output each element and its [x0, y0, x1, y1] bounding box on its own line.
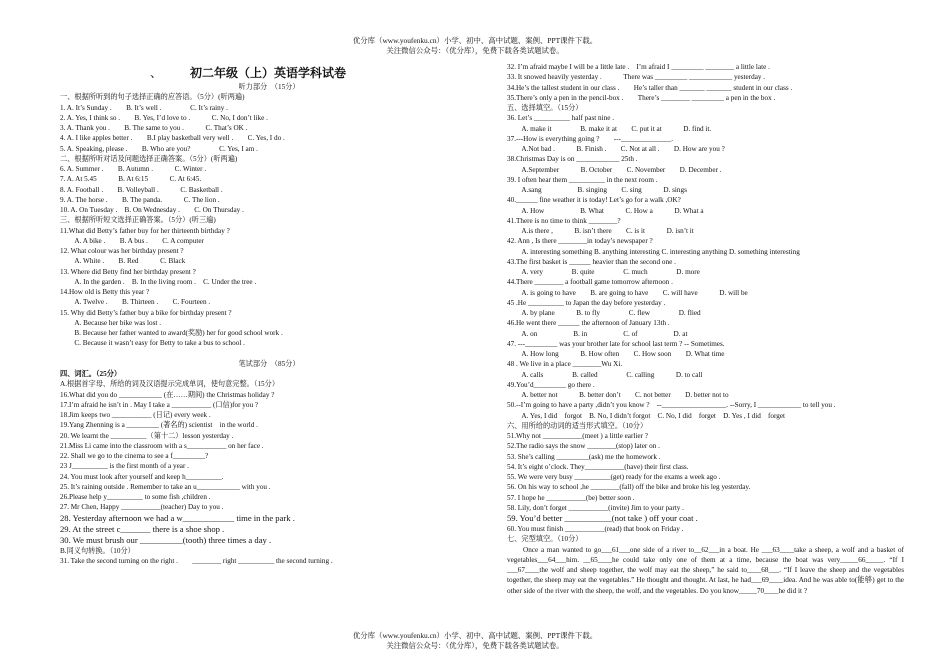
question-44: 44.There ________ a football game tomorrow afternoon . — [507, 278, 673, 287]
question-39-options: A.sang B. singing C. sing D. sings — [507, 186, 687, 194]
cloze-passage: Once a man wanted to go___61___one side of a river to__62___in a boat. He ___63____take a sheep, a wolf and a basket of vegetables___64___him. __65____he could take only one of them at a time, because the boat was very_____66_____. “If I ___67____the wolf and sheep together, the wolf may eat the sheep,” he said to____68___. “If I leave the sheep and the vegetables together, the sheep may eat the vegetables.” He thought and thought. At last, he had___69____idea. And he was able to(能够) get to the other side of the river with the sheep, the wolf, and the vegetables. Do you know_____70____he did it ? — [507, 545, 904, 595]
section-7-heading: 七、完型填空。（10分） — [507, 535, 583, 544]
question-46: 46.He went there ______ the afternoon of January 13th . — [507, 319, 670, 328]
header-line-2: 关注微信公众号：（优分库），免费下载各类试题试卷。 — [386, 46, 564, 55]
page-footer — [0, 631, 950, 651]
question-50: 50.--I’m going to have a party ,didn’t you know ? --__________________. --Sorry, I ____________ to tell you . — [507, 401, 836, 410]
question-41-options: A.is there , B. isn’t there C. is it D. isn’t it — [507, 227, 694, 235]
title-text: 初二年级（上）英语学科试卷 — [190, 66, 347, 80]
question-7: 7. A. At 5.45 B. At 6:15 C. At 6:45. — [60, 175, 202, 184]
question-42: 42. Ann , Is there ________in today’s newspaper ? — [507, 237, 653, 246]
question-23: 23 J__________ is the first month of a year . — [60, 462, 189, 471]
question-11: 11.What did Betty’s father buy for her thirteenth birthday ? — [60, 226, 230, 235]
question-48-options: A. calls B. called C. calling D. to call — [507, 370, 703, 379]
question-47: 47. ---_________ was your brother late for school last term ? -- Sometimes. — [507, 339, 725, 348]
question-8: 8. A. Football . B. Volleyball . C. Basketball . — [60, 185, 223, 194]
question-42-options: A. interesting something B. anything interesting C. interesting anything D. something interesting — [507, 247, 800, 256]
question-30: 30. We must brush our __________(tooth) three times a day . — [60, 534, 272, 545]
question-51: 51.Why not ___________(meet ) a little earlier ? — [507, 432, 648, 440]
section-4a-heading: A.根据首字母、所给的词及汉语提示完成单词，使句意完整。（15分） — [60, 380, 280, 389]
question-38: 38.Christmas Day is on ____________ 25th . — [507, 155, 638, 164]
question-19: 19.Yang Zhenning is a _________ (著名的) scientist in the world . — [60, 421, 258, 430]
question-15: 15. Why did Betty’s father buy a bike for birthday present ? — [60, 308, 232, 317]
question-52: 52.The radio says the snow ________(stop) later on . — [507, 442, 660, 451]
question-48: 48 . We live in a place ________Wu Xi. — [507, 360, 623, 369]
question-5: 5. A. Speaking, please . B. Who are you? C. Yes, I am . — [60, 144, 258, 153]
question-41: 41.There is no time to think ________? — [507, 216, 621, 225]
question-15-option-b: B. Because her father wanted to award(奖励) her for good school work . — [60, 329, 283, 337]
question-46-options: A. on B. in C. of D. at — [507, 329, 688, 338]
question-3: 3. A. Thank you . B. The same to you . C. That’s OK . — [60, 124, 248, 132]
question-34: 34.He’s the tallest student in our class . He’s taller than _______ _______ student in our class . — [507, 83, 793, 92]
section-6-heading: 六、用所给的动词的适当形式填空。（10分） — [507, 421, 648, 430]
title-mark: 、 — [150, 66, 163, 80]
question-18: 18.Jim keeps two ___________ (日记) every week . — [60, 411, 211, 419]
question-47-options: A. How long B. How often C. How soon D. What time — [507, 350, 725, 358]
question-36-options: A. make it B. make it at C. put it at D. find it. — [507, 124, 712, 133]
question-27: 27. Mr Chen, Happy ___________(teacher) Day to you . — [60, 503, 224, 512]
question-26: 26.Please help y__________ to some fish ,children . — [60, 493, 211, 501]
question-53: 53. She’s calling _________(ask) me the homework . — [507, 452, 661, 461]
question-15-option-c: C. Because it wasn’t easy for Betty to take a bus to school . — [60, 339, 245, 348]
question-43: 43.The first basket is ______ heavier than the second one . — [507, 257, 676, 266]
question-40-options: A. How B. What C. How a D. What a — [507, 206, 704, 215]
spacer — [60, 349, 478, 359]
section-listening: 听力部分 （15分） — [238, 83, 300, 91]
question-21: 21.Miss Li came into the classroom with a s___________ on her face . — [60, 441, 264, 450]
question-13: 13. Where did Betty find her birthday present ? — [60, 267, 196, 276]
question-24: 24. You must look after yourself and keep h__________. — [60, 472, 224, 481]
question-14-options: A. Twelve . B. Thirteen . C. Fourteen . — [60, 298, 211, 307]
question-12: 12. What colour was her birthday present ? — [60, 247, 184, 255]
section-2-heading: 二、根据所听对话及问题选择正确答案。（5分）(听两遍) — [60, 154, 238, 163]
question-39: 39. I often hear them __________ in the next room . — [507, 175, 658, 184]
question-36: 36. Let’s __________ half past nine . — [507, 114, 614, 123]
question-57: 57. I hope he ___________(be) better soon . — [507, 493, 635, 502]
question-59: 59. You’d better ___________(not take ) off your coat . — [507, 513, 698, 523]
question-50-options: A. Yes, I did forgot B. No, I didn’t forgot C. No, I did forget D. Yes , I did forget — [507, 411, 786, 420]
question-4: 4. A. I like apples better . B.I play basketball very well . C. Yes, I do . — [60, 134, 285, 143]
question-55: 55. We were very busy __________(get) ready for the exams a week ago . — [507, 473, 721, 481]
question-2: 2. A. Yes, I think so . B. Yes, I’d love to . C. No, I don’t like . — [60, 113, 268, 122]
section-written: 笔试部分 （85分） — [238, 359, 300, 368]
section-1-heading: 一、根据所听到的句子选择正确的应答语。（5分）(听两遍) — [60, 93, 245, 102]
question-13-options: A. In the garden . B. In the living room . C. Under the tree . — [60, 277, 257, 286]
question-56: 56. On his way to school ,he ________(fall) off the bike and broke his leg yesterday. — [507, 483, 751, 492]
question-28: 28. Yesterday afternoon we had a w____________ time in the park . — [60, 512, 295, 523]
question-40: 40.______ fine weather it is today! Let’s go for a walk ,OK? — [507, 196, 681, 205]
question-25: 25. It’s raining outside . Remember to take an u____________ with you . — [60, 482, 271, 491]
question-33: 33. It snowed heavily yesterday . There was _________ ____________ yesterday . — [507, 73, 766, 82]
footer-line-1: 优分库（www.youfenku.cn）小学、初中、高中试题、案例、PPT课件下载。 — [352, 631, 598, 640]
section-3-heading: 三、根据所听短文选择正确答案。（5分）(听三遍) — [60, 216, 216, 225]
question-14: 14.How old is Betty this year ? — [60, 288, 150, 296]
question-45-options: A. by plane B. to fly C. flew D. flied — [507, 309, 701, 317]
question-37-options: A.Not bad . B. Finish . C. Not at all . D. How are you ? — [507, 145, 725, 153]
question-38-options: A.September B. October C. November D. December . — [507, 165, 722, 174]
question-1: 1. A. It’s Sunday . B. It’s well . C. It’s rainy . — [60, 103, 228, 112]
question-12-options: A. White . B. Red C. Black — [60, 257, 186, 266]
question-29: 29. At the street c_______ there is a shoe shop . — [60, 523, 225, 534]
right-column — [507, 62, 904, 596]
footer-line-2: 关注微信公众号：（优分库），免费下载各类试题试卷。 — [386, 641, 564, 650]
section-4-heading: 四、词汇。（25分） — [60, 370, 122, 378]
question-54: 54. It’s eight o’clock. They___________(have) their first class. — [507, 462, 689, 471]
question-10: 10. A. On Tuesday . B. On Wednesday . C. On Thursday . — [60, 206, 244, 214]
page-header — [0, 36, 950, 56]
question-58: 58. Lily, don’t forget ___________(invite) Jim to your party . — [507, 503, 684, 512]
question-11-options: A. A bike . B. A bus . C. A computer — [60, 236, 204, 245]
question-44-options: A. is going to have B. are going to have C. will have D. will be — [507, 288, 748, 297]
exam-title — [60, 64, 478, 82]
question-6: 6. A. Summer . B. Autumn . C. Winter . — [60, 165, 207, 173]
section-4b-heading: B.同义句转换。（10分） — [60, 546, 135, 555]
question-49-options: A. better not B. better don’t C. not better D. better not to — [507, 391, 729, 399]
question-49: 49.You’d_________ go there . — [507, 380, 595, 389]
question-17: 17.I’m afraid he isn’t in . May I take a ___________ (口信)for you ? — [60, 400, 259, 409]
question-31: 31. Take the second turning on the right . ________ right __________ the second turning . — [60, 556, 333, 565]
left-column — [60, 62, 478, 566]
question-16: 16.What did you do ____________ (在……期间) the Christmas holiday ? — [60, 390, 275, 399]
question-43-options: A. very B. quite C. much D. more — [507, 268, 700, 276]
question-37: 37.---How is everything going ? ---______________. — [507, 134, 674, 143]
question-20: 20. We learnt the __________（第十二）lesson yesterday . — [60, 431, 234, 440]
question-22: 22. Shall we go to the cinema to see a f_________? — [60, 452, 209, 460]
question-32: 32. I’m afraid maybe I will be a little late . I’m afraid I _________ ________ a little late . — [507, 63, 770, 71]
question-60: 60. You must finish ___________(read) that book on Friday . — [507, 525, 684, 533]
header-line-1: 优分库（www.youfenku.cn）小学、初中、高中试题、案例、PPT课件下载。 — [352, 36, 598, 45]
question-9: 9. A. The horse . B. The panda. C. The lion . — [60, 195, 220, 204]
question-45: 45 .He __________ to Japan the day before yesterday . — [507, 298, 666, 307]
question-15-option-a: A. Because her bike was lost . — [60, 318, 162, 327]
section-5-heading: 五、选择填空。（15分） — [507, 104, 583, 112]
question-35: 35.There’s only a pen in the pencil-box . There’s ________ _________ a pen in the box . — [507, 93, 776, 102]
